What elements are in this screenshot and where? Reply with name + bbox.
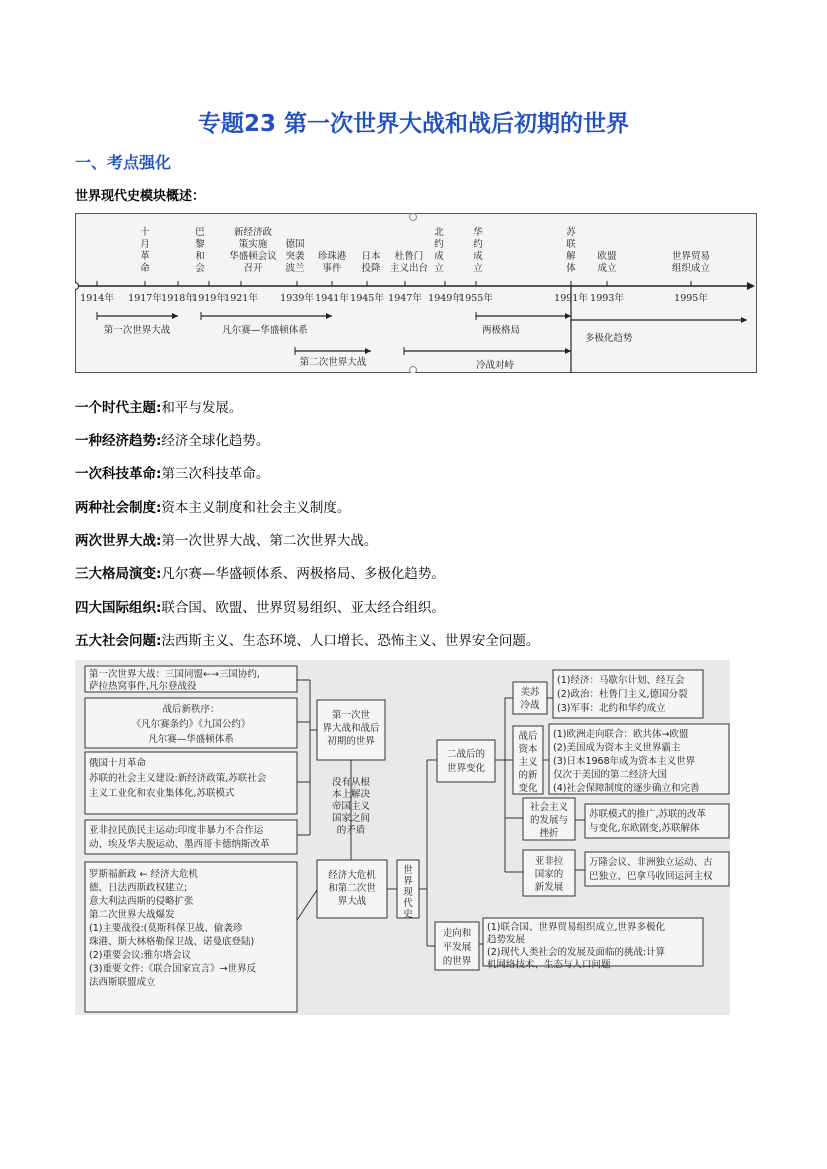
map-text: 变化 — [518, 783, 538, 794]
event-label: 德国 — [285, 239, 305, 250]
map-text: 走向和 — [442, 928, 472, 939]
binder-hole — [410, 367, 417, 374]
fact-item — [75, 462, 269, 482]
fact-text: 凡尔赛—华盛顿体系、两极格局、多极化趋势。 — [161, 566, 445, 582]
fact-text: 法西斯主义、生态环境、人口增长、恐怖主义、世界安全问题。 — [161, 633, 540, 649]
map-text: 的新 — [518, 770, 538, 781]
concept-map-svg — [75, 660, 730, 1015]
map-text: 新发展 — [534, 882, 564, 893]
event-label: 策实施 — [238, 239, 268, 250]
map-text: 国家的 — [534, 869, 564, 880]
event-label: 革 — [140, 251, 150, 262]
event-label: 解 — [566, 251, 576, 262]
period-label: 第二次世界大战 — [299, 357, 367, 368]
event-label: 新经济政 — [233, 227, 273, 238]
map-text: 经济大危机 — [328, 870, 376, 881]
year-label: 1918年 — [161, 293, 195, 304]
map-text: 战后 — [518, 731, 538, 742]
event-label: 会 — [195, 263, 205, 274]
period-bar-arrow — [365, 348, 371, 354]
fact-label: 一种经济趋势: — [75, 433, 162, 449]
period-label: 第一次世界大战 — [103, 325, 171, 336]
year-label: 1921年 — [224, 293, 258, 304]
fact-text: 第三次科技革命。 — [161, 466, 270, 482]
map-box — [437, 740, 495, 782]
event-label: 巴 — [195, 227, 205, 238]
map-text: 帝国主义 — [331, 801, 371, 812]
map-text: 法西斯联盟成立 — [89, 977, 156, 988]
fact-label: 四大国际组织: — [75, 600, 162, 616]
map-text: 代 — [403, 898, 413, 909]
map-text: 美苏 — [520, 687, 540, 698]
event-label: 体 — [566, 263, 576, 274]
binder-hole — [410, 214, 417, 221]
map-text: (2)重要会议:雅尔塔会议 — [89, 950, 192, 961]
event-label: 事件 — [322, 263, 342, 274]
map-text: 社会主义 — [529, 802, 569, 813]
map-text: (3)日本1968年成为资本主义世界 — [553, 756, 696, 767]
fact-text: 资本主义制度和社会主义制度。 — [161, 500, 351, 516]
fact-item — [75, 562, 445, 582]
map-text: 巴独立、巴拿马收回运河主权 — [589, 871, 713, 882]
map-text: 初期的世界 — [327, 736, 375, 747]
year-label: 1991年 — [554, 293, 588, 304]
map-text: 动、埃及华夫脱运动、墨西哥卡德纳斯改革 — [89, 839, 270, 850]
map-text: 罗斯福新政 ← 经济大危机 — [89, 869, 198, 880]
fact-text: 经济全球化趋势。 — [161, 433, 270, 449]
map-text: 本上解决 — [331, 789, 371, 800]
map-connector — [297, 890, 317, 920]
page-title: 专题23 第一次世界大战和战后初期的世界 — [197, 111, 629, 137]
event-label: 成立 — [597, 263, 617, 274]
event-label: 欧盟 — [597, 251, 617, 262]
event-label: 和 — [195, 251, 205, 262]
timeline-figure — [75, 213, 757, 373]
event-label: 华盛顿会议 — [229, 251, 277, 262]
fact-label: 三大格局演变: — [75, 566, 162, 582]
event-label: 苏 — [566, 227, 576, 238]
period-label: 冷战对峙 — [475, 360, 515, 371]
map-text: 趋势发展 — [487, 934, 526, 946]
map-text: 德、日法西斯政权建立; — [89, 882, 188, 894]
fact-text: 和平与发展。 — [161, 400, 243, 416]
event-label: 组织成立 — [671, 263, 711, 274]
year-label: 1995年 — [674, 293, 708, 304]
map-text: 和第二次世 — [328, 883, 376, 894]
period-label: 凡尔赛—华盛顿体系 — [222, 325, 308, 336]
event-label: 华 — [473, 227, 483, 238]
map-text: 萨拉热窝事件,凡尔登战役 — [89, 681, 197, 692]
map-text: 万隆会议、非洲独立运动、古 — [589, 857, 713, 868]
map-text: 世 — [403, 865, 413, 876]
fact-item — [75, 529, 377, 549]
map-text: (1)欧洲走向联合：欧共体→欧盟 — [553, 729, 689, 740]
year-label: 1993年 — [590, 293, 624, 304]
map-text: 资本 — [518, 744, 538, 755]
map-text: 的发展与 — [529, 815, 569, 826]
event-label: 主义出台 — [389, 263, 429, 274]
map-text: 凡尔赛—华盛顿体系 — [148, 734, 234, 745]
year-label: 1914年 — [80, 293, 114, 304]
fact-label: 两种社会制度: — [75, 500, 162, 516]
year-label: 1919年 — [192, 293, 226, 304]
period-label: 多极化趋势 — [585, 333, 633, 344]
map-text: 第一次世 — [331, 710, 371, 721]
fact-label: 一次科技革命: — [75, 466, 162, 482]
map-text: (2)政治：杜鲁门主义,德国分裂 — [557, 689, 688, 700]
map-text: 主义工业化和农业集体化,苏联模式 — [89, 788, 235, 799]
event-label: 命 — [140, 263, 150, 274]
map-text: (2)美国成为资本主义世界霸主 — [553, 742, 681, 754]
year-label: 1949年 — [428, 293, 462, 304]
map-text: (1)经济：马歇尔计划、经互会 — [557, 675, 685, 686]
map-text: 仅次于美国的第二经济大国 — [553, 769, 668, 781]
event-label: 约 — [434, 239, 444, 250]
event-label: 月 — [140, 239, 150, 250]
event-label: 投降 — [361, 263, 381, 274]
map-text: (1)主要战役:(莫斯科保卫战、偷袭珍 — [89, 923, 243, 934]
event-label: 波兰 — [285, 263, 305, 274]
event-label: 联 — [566, 239, 576, 250]
event-label: 召开 — [243, 263, 263, 274]
event-label: 突袭 — [285, 251, 305, 262]
map-text: 挫折 — [539, 828, 559, 839]
event-label: 立 — [434, 263, 444, 274]
map-text: 珠港、斯大林格勒保卫战、诺曼底登陆) — [89, 936, 255, 948]
map-text: 亚非拉民族民主运动:印度非暴力不合作运 — [89, 825, 264, 836]
fact-text: 联合国、欧盟、世界贸易组织、亚太经合组织。 — [161, 600, 445, 616]
map-text: 与变化,东欧剧变,苏联解体 — [589, 823, 700, 834]
map-text: 第二次世界大战爆发 — [89, 909, 175, 921]
map-text: 二战后的 — [446, 749, 486, 760]
fact-label: 五大社会问题: — [75, 633, 162, 649]
overview-label: 世界现代史模块概述： — [75, 189, 206, 204]
period-bar-arrow — [565, 313, 571, 319]
map-text: 苏联的社会主义建设:新经济政策,苏联社会 — [89, 773, 267, 784]
map-text: 平发展 — [442, 942, 472, 953]
map-text: 主义 — [518, 757, 538, 768]
map-text: 《凡尔赛条约》《九国公约》 — [131, 719, 251, 730]
map-text: 意大利法西斯的侵略扩张 — [89, 896, 194, 907]
event-label: 世界贸易 — [671, 251, 711, 262]
map-text: 界大战和战后 — [322, 723, 380, 734]
map-text: 国家之间 — [331, 813, 371, 824]
event-label: 珍珠港 — [317, 251, 347, 262]
fact-item — [75, 429, 269, 449]
map-text: (4)社会保障制度的逐步确立和完善 — [553, 783, 700, 794]
map-text: 亚非拉 — [534, 856, 564, 867]
period-bar-arrow — [741, 317, 747, 323]
map-text: 冷战 — [520, 700, 540, 711]
year-label: 1941年 — [315, 293, 349, 304]
fact-label: 两次世界大战: — [75, 533, 162, 549]
map-text: 史 — [403, 909, 413, 920]
year-label: 1955年 — [459, 293, 493, 304]
map-text: (3)重要文件:《联合国家宣言》→世界反 — [89, 963, 257, 975]
timeline-svg — [75, 213, 757, 373]
timeline-axis-start — [75, 283, 79, 290]
fact-text: 第一次世界大战、第二次世界大战。 — [161, 533, 378, 549]
period-label: 两极格局 — [481, 325, 521, 336]
section-heading: 一、考点强化 — [75, 153, 172, 172]
event-label: 十 — [140, 227, 150, 238]
period-bar-arrow — [326, 313, 332, 319]
timeline-arrow — [747, 282, 755, 290]
event-label: 约 — [473, 239, 483, 250]
fact-item — [75, 396, 242, 416]
map-text: 苏联模式的推广,苏联的改革 — [589, 809, 707, 820]
event-label: 成 — [434, 251, 444, 262]
map-text: 第一次世界大战：三国同盟←→三国协约, — [89, 669, 260, 680]
year-label: 1947年 — [388, 293, 422, 304]
map-text: 界 — [403, 876, 413, 887]
map-text: 机网络技术、生态与人口问题 — [487, 959, 611, 971]
map-text: 界大战 — [337, 896, 367, 907]
fact-item — [75, 596, 445, 616]
map-text: 世界变化 — [446, 763, 486, 774]
map-text: 没有从根 — [331, 777, 371, 788]
map-text: 现 — [403, 887, 413, 898]
fact-label: 一个时代主题: — [75, 400, 162, 416]
event-label: 黎 — [195, 239, 205, 250]
map-text: (2)现代人类社会的发展及面临的挑战:计算 — [487, 947, 666, 958]
event-label: 杜鲁门 — [394, 251, 424, 262]
year-label: 1939年 — [280, 293, 314, 304]
event-label: 成 — [473, 251, 483, 262]
period-bar-arrow — [172, 313, 178, 319]
map-text: (3)军事：北约和华约成立 — [557, 703, 666, 714]
map-text: 战后新秩序： — [162, 704, 220, 715]
map-text: (1)联合国、世界贸易组织成立,世界多极化 — [487, 922, 665, 933]
map-text: 的世界 — [442, 956, 472, 967]
event-label: 立 — [473, 263, 483, 274]
event-label: 日本 — [361, 251, 381, 262]
fact-item — [75, 629, 539, 649]
period-bar-arrow — [565, 348, 571, 354]
year-label: 1945年 — [350, 293, 384, 304]
year-label: 1917年 — [128, 293, 162, 304]
map-text: 俄国十月革命 — [89, 758, 147, 769]
map-text: 的矛盾 — [336, 825, 366, 836]
fact-item — [75, 496, 350, 516]
concept-map — [75, 660, 730, 1015]
event-label: 北 — [434, 227, 444, 238]
